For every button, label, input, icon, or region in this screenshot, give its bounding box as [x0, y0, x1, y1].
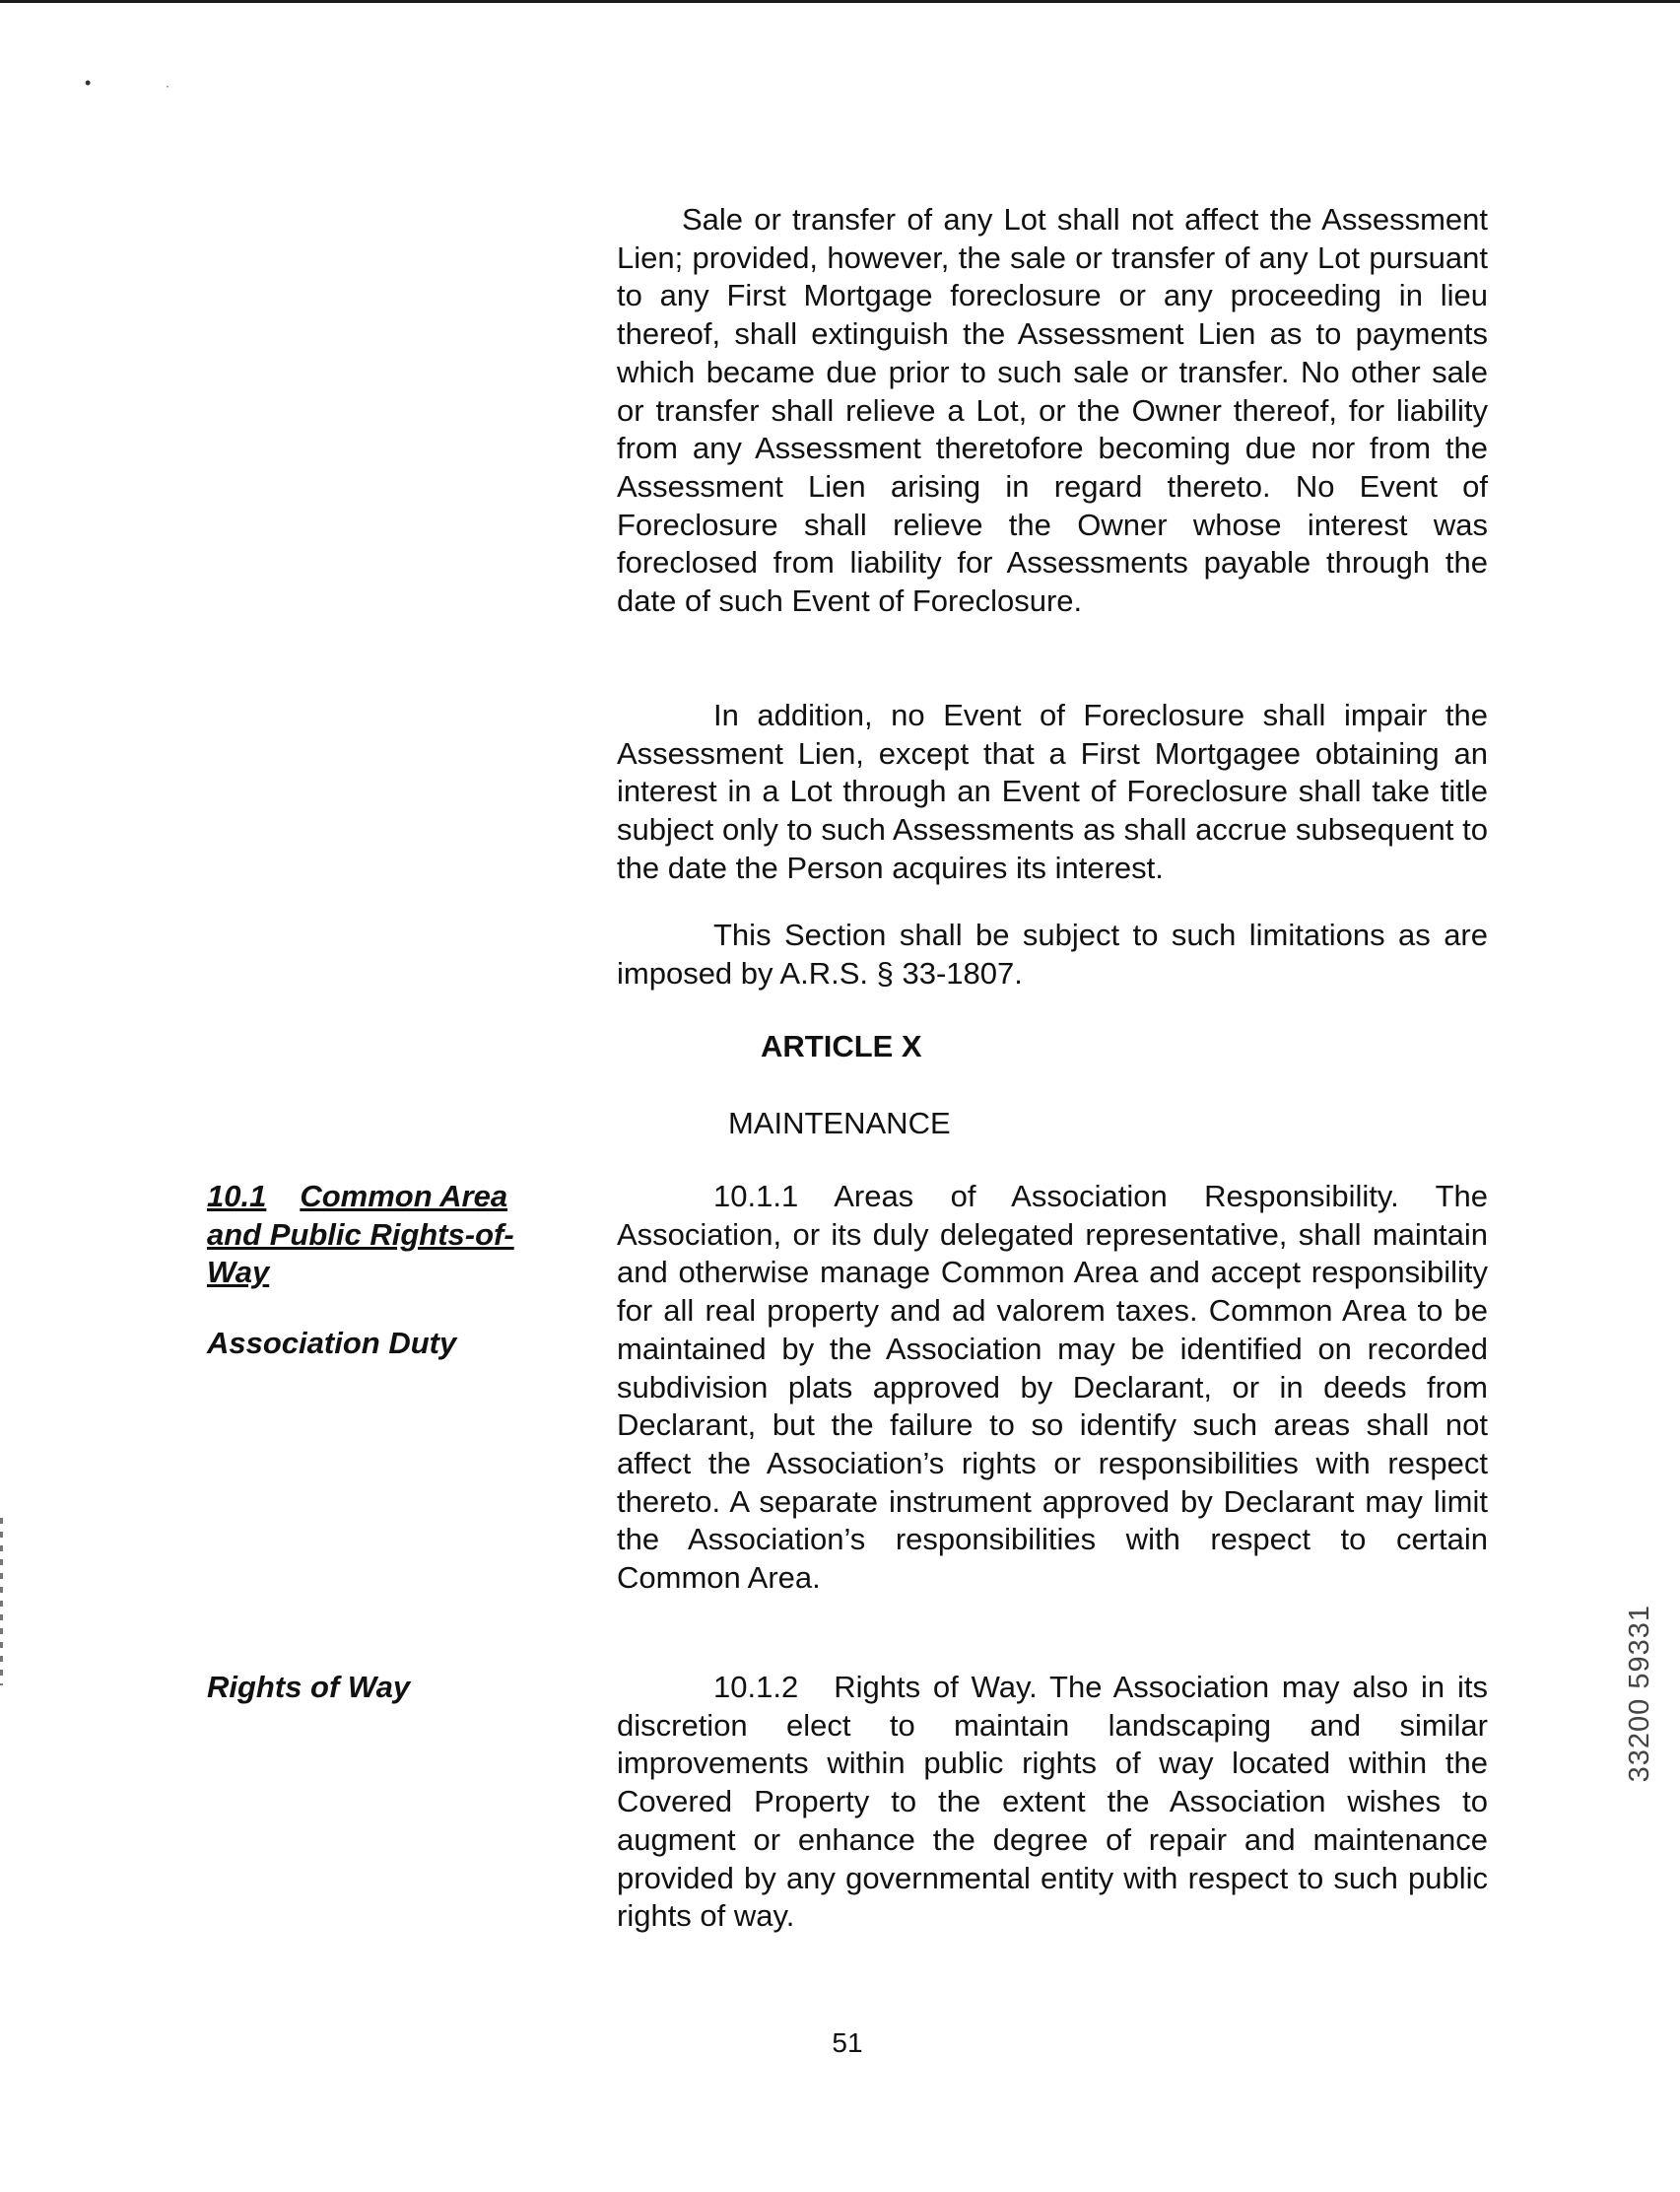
page-number: 51	[832, 2027, 863, 2058]
section-text: Areas of Association Responsibility. The Association, or its duly delegated representative, shall maintain and otherwise manage Common Area and accept responsibility for all real property and ad valorem taxes. Common Area to be maintained by the Association may be identified on recorded subdivision plats approved by Declarant, or in deeds from Declarant, but the failure to so identify such areas shall not affect the Association’s rights or responsibilities with respect thereto. A separate instrument approved by Declarant may limit the Association’s responsibilities with respect to certain Common Area.	[617, 1179, 1488, 1596]
section-number: 10.1.1	[713, 1179, 799, 1213]
section-number: 10.1.2	[713, 1670, 799, 1704]
article-title: ARTICLE X	[761, 1029, 922, 1063]
scan-speck: •	[85, 73, 92, 93]
sidebar-section-heading	[207, 1178, 547, 1292]
page-top-edge	[0, 0, 1680, 3]
paragraph-assessment-lien	[617, 201, 1488, 621]
paragraph-text: In addition, no Event of Foreclosure shall impair the Assessment Lien, except that a First Mortgagee obtaining an interest in a Lot through an Event of Foreclosure shall take title subject only to such Assessments as shall accrue subsequent to the date the Person acquires its interest.	[617, 698, 1488, 885]
section-number: 10.1	[207, 1179, 267, 1213]
section-10-1-1	[617, 1178, 1488, 1598]
paragraph-text: Sale or transfer of any Lot shall not affect the Assessment Lien; provided, however, the sale or transfer of any Lot pursuant to any First Mortgage foreclosure or any proceeding in lieu thereof, shall extinguish the Assessment Lien as to payments which became due prior to such sale or transfer. No other sale or transfer shall relieve a Lot, or the Owner thereof, for liability from any Assessment theretofore becoming due nor from the Assessment Lien arising in regard thereto. No Event of Foreclosure shall relieve the Owner whose interest was foreclosed from liability for Assessments payable through the date of such Event of Foreclosure.	[617, 202, 1488, 619]
sidebar-association-duty: Association Duty	[207, 1326, 457, 1360]
paragraph-ars-limitation	[617, 917, 1488, 993]
paragraph-text: This Section shall be subject to such limitations as are imposed by A.R.S. § 33-1807.	[617, 918, 1488, 991]
section-text: Rights of Way. The Association may also in its discretion elect to maintain landscaping and similar improvements within public rights of way located within the Covered Property to the extent the Association wishes to augment or enhance the degree of repair and maintenance provided by any governmental entity with respect to such public rights of way.	[617, 1670, 1488, 1934]
section-10-1-2	[617, 1669, 1488, 1936]
section-title: Common Area and Public Rights-of-Way	[207, 1179, 514, 1290]
article-subtitle: MAINTENANCE	[728, 1106, 951, 1140]
sidebar-rights-of-way: Rights of Way	[207, 1670, 411, 1704]
scan-speck: ·	[166, 79, 169, 93]
document-code: 33200 59331	[1624, 1605, 1655, 1783]
scan-edge-mark	[0, 1518, 3, 1685]
paragraph-foreclosure	[617, 697, 1488, 888]
